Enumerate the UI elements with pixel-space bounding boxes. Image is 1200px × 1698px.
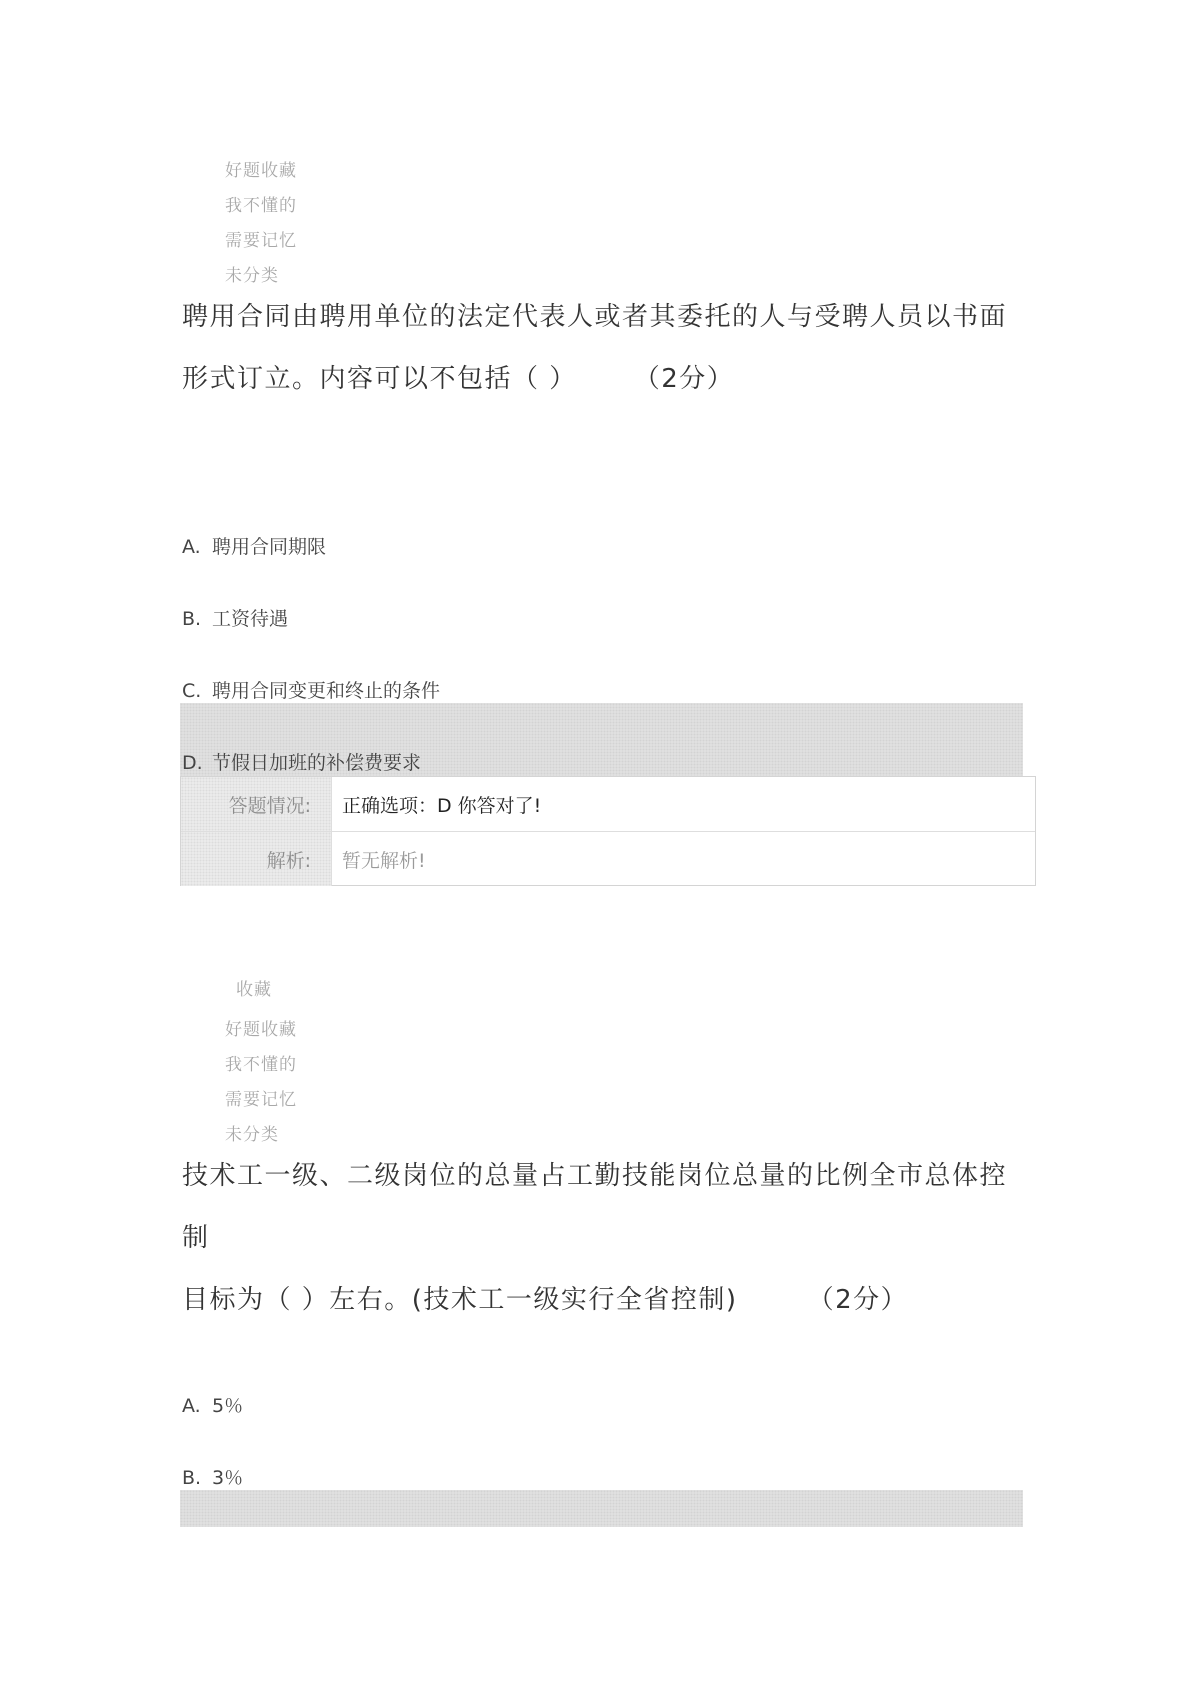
question-line-2-text: 形式订立。内容可以不包括（ ） [182,364,577,394]
answer-status-row [181,777,1035,832]
answer-status-label: 答题情况: [181,777,332,831]
fav-item-dont-understand[interactable]: 我不懂的 [225,1055,297,1075]
fav-item-need-memorize[interactable]: 需要记忆 [225,231,297,251]
option-text: 工资待遇 [212,608,289,630]
option-text: 3％ [212,1467,244,1489]
fav-item-good-question[interactable]: 好题收藏 [225,161,297,181]
option-key: A. [182,536,201,558]
option-key: B. [182,1467,202,1489]
answer-status-value: 正确选项：D 你答对了! [342,794,542,817]
question-score: （2分） [807,1285,909,1315]
option-key: A. [182,1395,201,1417]
collect-toggle[interactable]: 收藏 [236,980,272,1000]
question-line-1: 技术工一级、二级岗位的总量占工勤技能岗位总量的比例全市总体控制 [182,1161,1008,1253]
question-text [182,286,1032,410]
option-c[interactable] [182,676,440,703]
fav-item-need-memorize[interactable]: 需要记忆 [225,1090,297,1110]
fav-item-unclassified[interactable]: 未分类 [225,266,279,286]
analysis-row [181,832,1035,886]
option-key: B. [182,608,202,630]
analysis-label: 解析: [181,832,332,886]
option-text: 聘用合同期限 [212,536,327,558]
option-key: D. [182,752,203,774]
option-b[interactable] [182,1463,243,1490]
question-2 [0,900,1200,1698]
option-d[interactable] [182,748,421,775]
analysis-value: 暂无解析! [342,849,426,872]
option-text: 节假日加班的补偿费要求 [212,752,422,774]
fav-item-dont-understand[interactable]: 我不懂的 [225,196,297,216]
option-key: C. [182,680,202,702]
fav-item-good-question[interactable]: 好题收藏 [225,1020,297,1040]
question-line-2-text: 目标为（ ）左右。(技术工一级实行全省控制) [182,1285,738,1315]
question-text [182,1145,1032,1331]
question-line-1: 聘用合同由聘用单位的法定代表人或者其委托的人与受聘人员以书面 [182,302,1008,332]
question-score: （2分） [646,364,735,394]
question-line-2 [182,348,1032,410]
option-text: 5％ [212,1395,244,1417]
question-line-2 [182,1269,1032,1331]
option-a[interactable] [182,532,326,559]
fav-item-unclassified[interactable]: 未分类 [225,1125,279,1145]
option-a[interactable] [182,1391,243,1418]
answer-result-panel [180,776,1036,886]
option-text: 聘用合同变更和终止的条件 [212,680,441,702]
option-highlight-band [180,1490,1023,1527]
option-b[interactable] [182,604,288,631]
